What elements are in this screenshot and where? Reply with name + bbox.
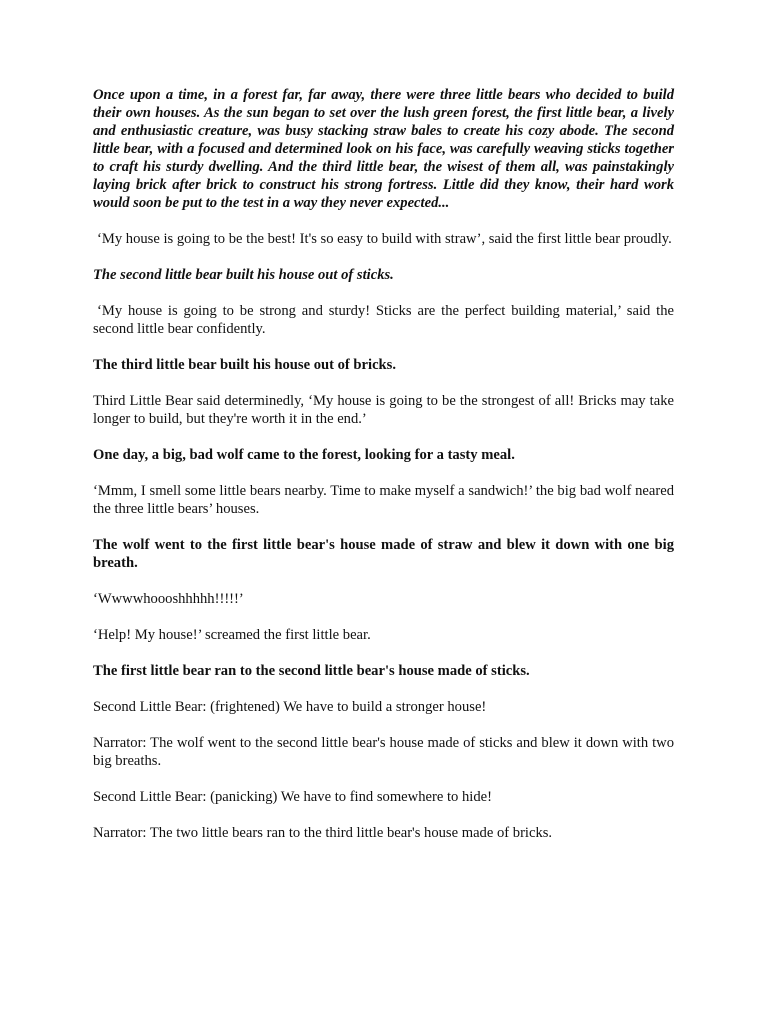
first-bear-runs-narration: The first little bear ran to the second little bear's house made of sticks. xyxy=(93,663,530,679)
third-bear-narration: The third little bear built his house out of bricks. xyxy=(93,357,396,373)
second-bear-frightened-line: Second Little Bear: (frightened) We have to build a stronger house! xyxy=(93,699,487,715)
bears-run-to-brick-house-narration: Narrator: The two little bears ran to the third little bear's house made of bricks. xyxy=(93,825,553,841)
story-intro-paragraph: Once upon a time, in a forest far, far away, there were three little bears who decided to build their own houses. As the sun began to set over the lush green forest, the first little bear, a lively and enthusiastic creature, was busy stacking straw bales to create his cozy abode. The second little bear, with a focused and determined look on his face, was carefully weaving sticks together to craft his sturdy dwelling. And the third little bear, the wisest of them all, was painstakingly laying brick after brick to construct his strong fortress. Little did they know, their hard work would soon be put to the test in a way they never expected... xyxy=(93,87,674,211)
second-bear-quote: ‘My house is going to be strong and sturdy! Sticks are the perfect building material,’ said the second little bear confidently. xyxy=(93,303,674,337)
wolf-quote: ‘Mmm, I smell some little bears nearby. Time to make myself a sandwich!’ the big bad wolf neared the three little bears’ houses. xyxy=(93,483,674,517)
document-page xyxy=(93,86,674,860)
second-bear-narration: The second little bear built his house out of sticks. xyxy=(93,267,394,283)
stick-house-blown-narration: Narrator: The wolf went to the second little bear's house made of sticks and blew it down with two big breaths. xyxy=(93,735,674,769)
straw-house-blown-narration: The wolf went to the first little bear's house made of straw and blew it down with one big breath. xyxy=(93,537,674,571)
second-bear-panicking-line: Second Little Bear: (panicking) We have to find somewhere to hide! xyxy=(93,789,492,805)
first-bear-scream: ‘Help! My house!’ screamed the first little bear. xyxy=(93,627,371,643)
first-bear-quote: ‘My house is going to be the best! It's so easy to build with straw’, said the first little bear proudly. xyxy=(97,231,672,247)
whoosh-sound: ‘Wwwwhoooshhhhh!!!!!’ xyxy=(93,591,244,607)
wolf-arrives-narration: One day, a big, bad wolf came to the forest, looking for a tasty meal. xyxy=(93,447,515,463)
third-bear-quote: Third Little Bear said determinedly, ‘My house is going to be the strongest of all! Bricks may take longer to build, but they're worth it in the end.’ xyxy=(93,393,674,427)
